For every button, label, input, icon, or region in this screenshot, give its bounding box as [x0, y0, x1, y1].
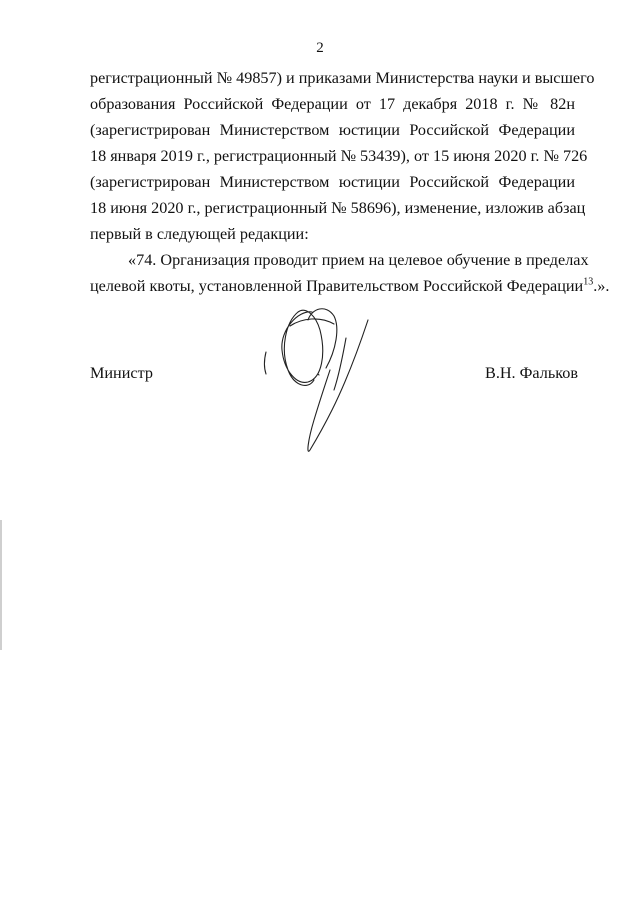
page-number: 2 [316, 40, 324, 56]
signatory-title: Министр [90, 364, 153, 382]
body-line: (зарегистрирован Министерством юстиции Российской Федерации [90, 121, 575, 139]
body-line: 18 июня 2020 г., регистрационный № 58696), изменение, изложив абзац [90, 199, 586, 217]
quote-line: «74. Организация проводит прием на целевое обучение в пределах [128, 251, 589, 269]
footnote-ref: 13 [583, 276, 594, 288]
quote-text: целевой квоты, установленной Правительством Российской Федерации [90, 277, 584, 295]
signature [250, 290, 390, 460]
body-line: регистрационный № 49857) и приказами Министерства науки и высшего [90, 69, 595, 87]
quote-end: .». [593, 277, 610, 295]
scan-edge-mark [0, 520, 2, 650]
body-line: образования Российской Федерации от 17 декабря 2018 г. № 82н [90, 95, 575, 113]
body-line: (зарегистрирован Министерством юстиции Российской Федерации [90, 173, 575, 191]
body-line: 18 января 2019 г., регистрационный № 53439), от 15 июня 2020 г. № 726 [90, 147, 588, 165]
signatory-name: В.Н. Фальков [485, 364, 578, 382]
body-line: первый в следующей редакции: [90, 225, 309, 243]
